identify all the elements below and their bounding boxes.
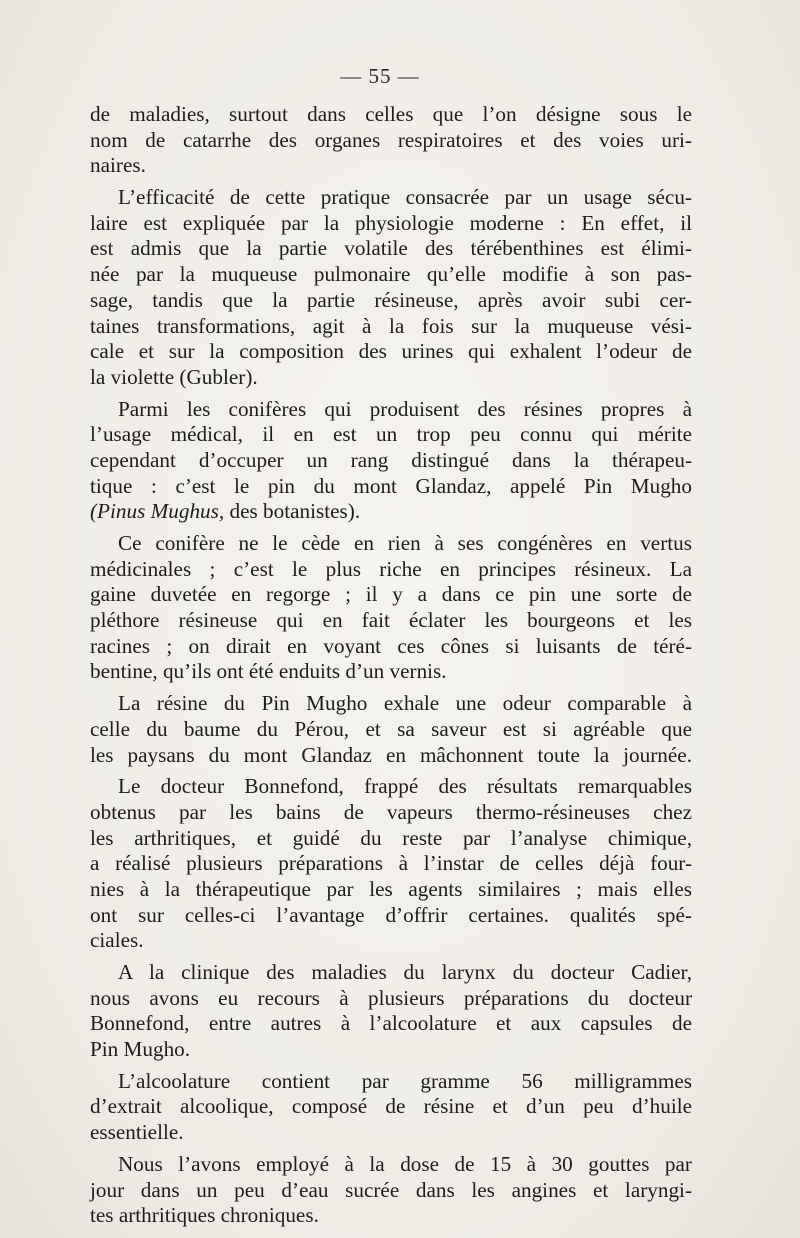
- text-line: nom de catarrhe des organes respiratoires et des voies uri-: [90, 127, 692, 152]
- text-line: celle du baume du Pérou, et sa saveur est si agréable que: [90, 716, 692, 741]
- text-line: taines transformations, agit à la fois sur la muqueuse vési-: [90, 313, 692, 338]
- text-line: L’efficacité de cette pratique consacrée par un usage sécu-: [118, 185, 692, 210]
- text-line: Nous l’avons employé à la dose de 15 à 30 gouttes par: [118, 1151, 692, 1176]
- text-line: L’alcoolature contient par gramme 56 milligrammes: [118, 1068, 692, 1093]
- text-line: cependant d’occuper un rang distingué dans la thérapeu-: [90, 447, 692, 472]
- paragraph: [90, 960, 692, 1063]
- text-line: de maladies, surtout dans celles que l’on désigne sous le: [90, 102, 692, 126]
- page-number: — 55 —: [340, 64, 420, 88]
- text-line: Ce conifère ne le cède en rien à ses congénères en vertus: [118, 531, 692, 555]
- text-fragment: des botanistes).: [224, 499, 361, 524]
- text-line: d’extrait alcoolique, composé de résine et d’un peu d’huile: [90, 1094, 692, 1119]
- text-line: La résine du Pin Mugho exhale une odeur comparable à: [118, 691, 692, 716]
- text-line: pléthore résineuse qui en fait éclater les bourgeons et les: [90, 608, 692, 633]
- latin-name: (Pinus Mughus,: [90, 499, 225, 524]
- text-line: née par la muqueuse pulmonaire qu’elle modifie à son pas-: [90, 262, 692, 287]
- text-line: médicinales ; c’est le plus riche en principes résineux. La: [90, 556, 692, 581]
- paragraph: [90, 397, 692, 525]
- text-line: Bonnefond, entre autres à l’alcoolature et aux capsules de: [90, 1011, 692, 1036]
- text-line: jour dans un peu d’eau sucrée dans les angines et laryngi-: [90, 1177, 692, 1202]
- text-line: la violette (Gubler).: [90, 364, 258, 389]
- text-line: les arthritiques, et guidé du reste par l’analyse chimique,: [90, 825, 692, 850]
- text-line: tes arthritiques chroniques.: [90, 1203, 319, 1228]
- paragraph: [90, 185, 692, 391]
- paragraph: [90, 102, 692, 179]
- text-line: l’usage médical, il en est un trop peu connu qui mérite: [90, 422, 692, 447]
- text-line: essentielle.: [90, 1120, 184, 1145]
- text-line: obtenus par les bains de vapeurs thermo-résineuses chez: [90, 799, 692, 824]
- text-line: Le docteur Bonnefond, frappé des résultats remarquables: [118, 774, 692, 799]
- text-line: ont sur celles-ci l’avantage d’offrir certaines. qualités spé-: [90, 902, 692, 927]
- text-line: nous avons eu recours à plusieurs préparations du docteur: [90, 985, 692, 1010]
- body-text: [90, 102, 692, 1229]
- text-line: sage, tandis que la partie résineuse, après avoir subi cer-: [90, 287, 692, 312]
- text-line: naires.: [90, 153, 146, 178]
- text-line: a réalisé plusieurs préparations à l’instar de celles déjà four-: [90, 851, 692, 876]
- text-line: Parmi les conifères qui produisent des résines propres à: [118, 396, 692, 421]
- paragraph: [90, 774, 692, 954]
- text-line: Pin Mugho.: [90, 1037, 191, 1062]
- paragraph: [90, 1152, 692, 1229]
- text-line: racines ; on dirait en voyant ces cônes si luisants de téré-: [90, 633, 692, 658]
- paragraph: [90, 1069, 692, 1146]
- text-line: tique : c’est le pin du mont Glandaz, appelé Pin Mugho: [90, 473, 692, 498]
- text-line: gaine duvetée en regorge ; il y a dans ce pin une sorte de: [90, 582, 692, 607]
- text-line: ciales.: [90, 928, 144, 953]
- text-line: [90, 499, 692, 525]
- text-line: est admis que la partie volatile des térébenthines est élimi-: [90, 236, 692, 261]
- text-line: laire est expliquée par la physiologie moderne : En effet, il: [90, 210, 692, 235]
- paragraph: [90, 531, 692, 685]
- text-line: les paysans du mont Glandaz en mâchonnent toute la journée.: [90, 742, 692, 767]
- paragraph: [90, 691, 692, 768]
- text-line: A la clinique des maladies du larynx du docteur Cadier,: [118, 960, 692, 984]
- text-line: bentine, qu’ils ont été enduits d’un vernis.: [90, 659, 447, 684]
- text-line: nies à la thérapeutique par les agents similaires ; mais elles: [90, 876, 692, 901]
- text-line: cale et sur la composition des urines qui exhalent l’odeur de: [90, 339, 692, 364]
